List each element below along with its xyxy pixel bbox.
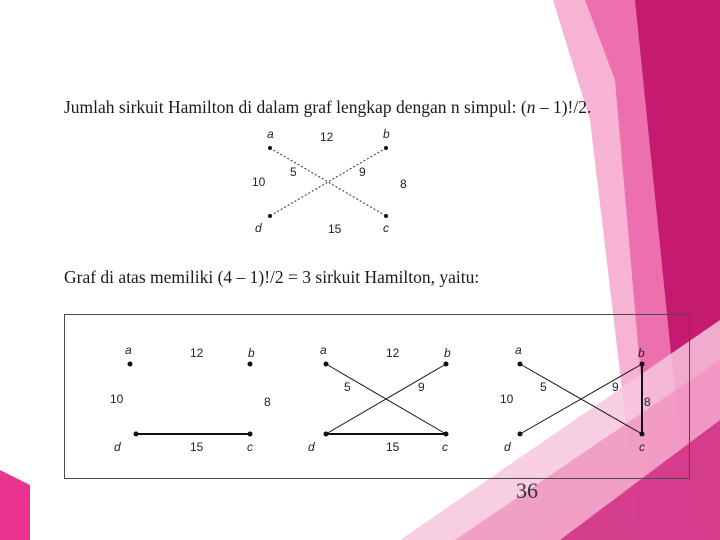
circuit-1-label-c: c — [247, 440, 253, 454]
circuit-2-label-c: c — [442, 440, 448, 454]
circuit-2-label-a: a — [320, 343, 327, 357]
complete-graph-k4 — [240, 126, 440, 238]
circuit-1-vertex-b — [248, 362, 253, 367]
circuit-1-weight-bc: 8 — [264, 395, 271, 409]
circuit-summary: Graf di atas memiliki (4 – 1)!/2 = 3 sirkuit Hamilton, yaitu: — [64, 267, 480, 287]
vertex-label-d: d — [255, 221, 262, 235]
circuit-3-label-b: b — [638, 346, 645, 360]
circuit-2-label-d: d — [308, 440, 315, 454]
circuit-2 — [308, 343, 451, 454]
weight-ab: 12 — [320, 130, 334, 144]
circuit-1-weight-ad: 10 — [110, 392, 124, 406]
circuit-2-weight-bd: 9 — [418, 380, 425, 394]
circuit-2-weight-ac: 5 — [344, 380, 351, 394]
vertex-label-c: c — [383, 221, 389, 235]
vertex-c — [384, 214, 388, 218]
circuit-2-vertex-d — [324, 432, 329, 437]
circuit-3-label-a: a — [515, 343, 522, 357]
circuit-3-vertex-b — [640, 362, 645, 367]
circuit-2-weight-ab: 12 — [386, 346, 400, 360]
vertex-a — [268, 146, 272, 150]
decor-left-tab — [0, 470, 30, 540]
circuit-1-vertex-a — [128, 362, 133, 367]
circuit-3-weight-ad: 10 — [500, 392, 514, 406]
circuit-3-vertex-c — [640, 432, 645, 437]
weight-bd: 9 — [359, 165, 366, 179]
circuit-1-vertex-d — [134, 432, 139, 437]
circuit-3-weight-ac: 5 — [540, 380, 547, 394]
circuit-2-weight-dc: 15 — [386, 440, 400, 454]
circuit-1 — [110, 343, 271, 454]
formula-variable: n — [526, 97, 536, 117]
weight-dc: 15 — [328, 222, 342, 236]
circuit-2-vertex-b — [444, 362, 449, 367]
circuit-1-label-b: b — [248, 346, 255, 360]
circuit-2-label-b: b — [444, 346, 451, 360]
circuit-1-weight-dc: 15 — [190, 440, 204, 454]
circuit-1-label-d: d — [114, 440, 121, 454]
circuit-1-weight-ab: 12 — [190, 346, 204, 360]
circuit-3-label-c: c — [639, 440, 645, 454]
circuit-3-vertex-d — [518, 432, 523, 437]
circuit-1-label-a: a — [125, 343, 132, 357]
circuit-3-weight-bc: 8 — [644, 395, 651, 409]
circuit-1-vertex-c — [248, 432, 253, 437]
formula-rest: – 1)!/2. — [535, 97, 592, 117]
vertex-label-a: a — [267, 127, 274, 141]
circuit-3-label-d: d — [504, 440, 511, 454]
weight-ad: 10 — [252, 175, 266, 189]
circuit-3-vertex-a — [518, 362, 523, 367]
weight-bc: 8 — [400, 177, 407, 191]
hamilton-circuits — [64, 314, 690, 479]
circuit-2-vertex-c — [444, 432, 449, 437]
circuit-3 — [500, 343, 651, 454]
page-number: 36 — [516, 478, 538, 503]
vertex-b — [384, 146, 388, 150]
formula-open: ( — [520, 97, 527, 117]
weight-ac: 5 — [290, 165, 297, 179]
circuit-3-weight-bd: 9 — [612, 380, 619, 394]
slide-heading — [64, 97, 591, 118]
vertex-d — [268, 214, 272, 218]
vertex-label-b: b — [383, 127, 390, 141]
circuit-2-vertex-a — [324, 362, 329, 367]
heading-text: Jumlah sirkuit Hamilton di dalam graf lengkap dengan n simpul: — [64, 97, 521, 117]
